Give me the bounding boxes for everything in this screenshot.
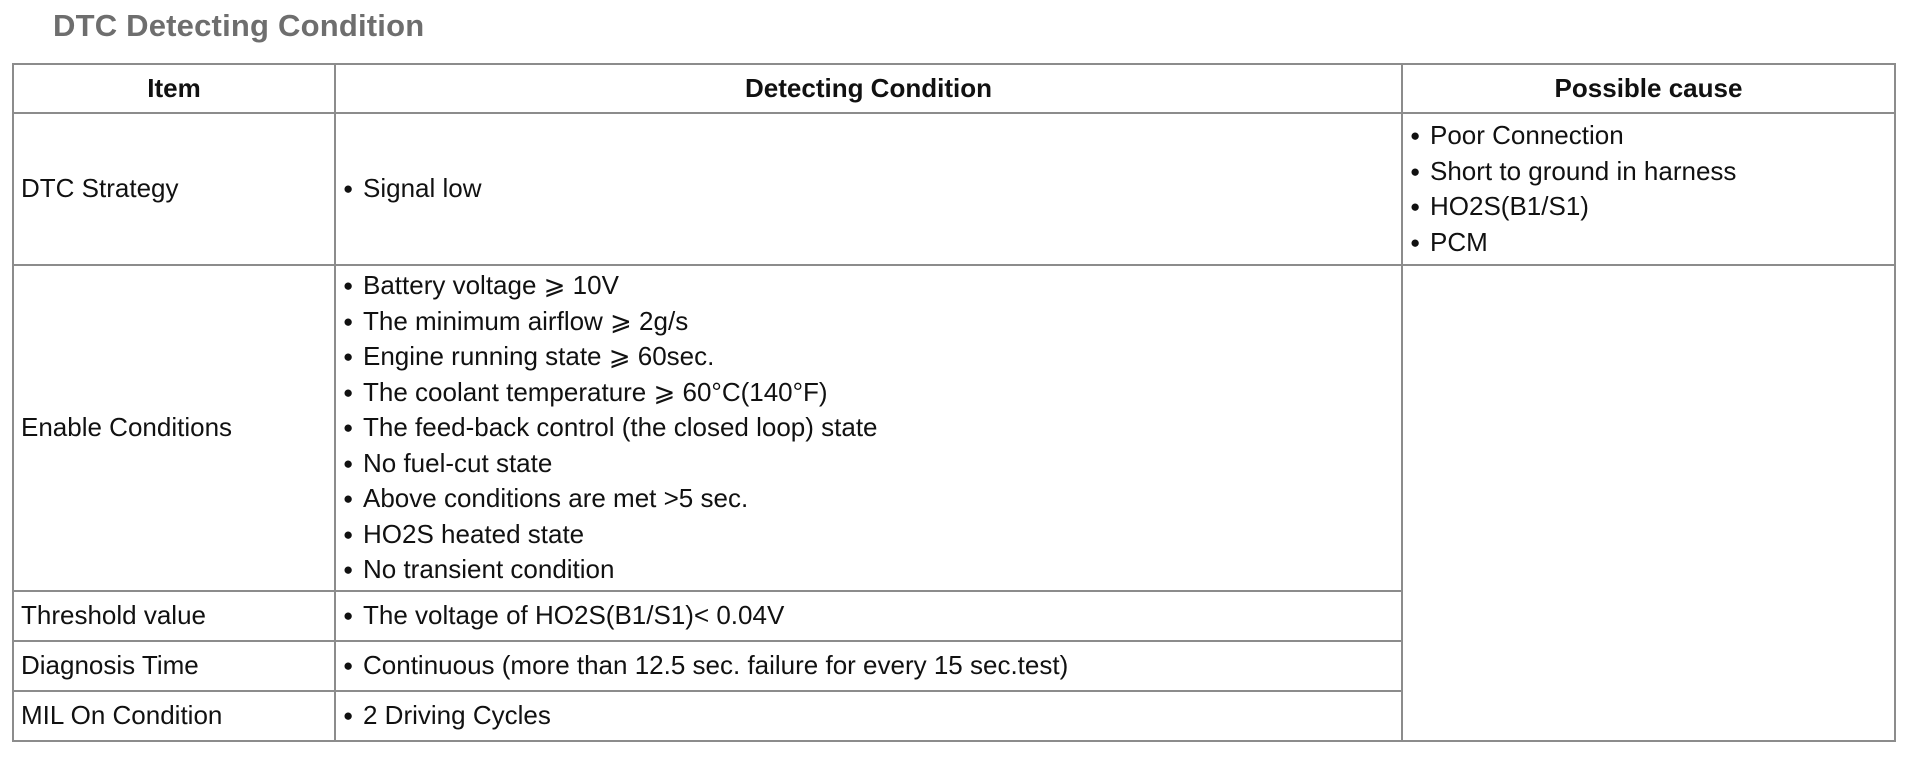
column-header-condition: Detecting Condition bbox=[335, 64, 1402, 113]
item-cell-diagnosis-time: Diagnosis Time bbox=[13, 641, 335, 691]
cause-cell bbox=[1402, 113, 1895, 265]
condition-item: ● HO2S heated state bbox=[343, 517, 1394, 553]
item-cell-threshold-value: Threshold value bbox=[13, 591, 335, 641]
condition-item: ● Signal low bbox=[343, 171, 1394, 207]
condition-list bbox=[343, 598, 1394, 634]
condition-item: ● The feed-back control (the closed loop) state bbox=[343, 410, 1394, 446]
cause-item: ● PCM bbox=[1410, 225, 1887, 261]
condition-item: ● Engine running state ⩾ 60sec. bbox=[343, 339, 1394, 375]
cause-list bbox=[1410, 118, 1887, 260]
condition-list bbox=[343, 268, 1394, 588]
condition-item: ● 2 Driving Cycles bbox=[343, 698, 1394, 734]
item-cell-dtc-strategy: DTC Strategy bbox=[13, 113, 335, 265]
condition-cell-threshold-value bbox=[335, 591, 1402, 641]
condition-item: ● Battery voltage ⩾ 10V bbox=[343, 268, 1394, 304]
condition-item: ● Above conditions are met >5 sec. bbox=[343, 481, 1394, 517]
page-title: DTC Detecting Condition bbox=[53, 8, 425, 43]
condition-item: ● The voltage of HO2S(B1/S1)< 0.04V bbox=[343, 598, 1394, 634]
table-header-row bbox=[13, 64, 1895, 113]
dtc-table bbox=[12, 63, 1896, 742]
table-row-enable-conditions bbox=[13, 265, 1895, 591]
column-header-item: Item bbox=[13, 64, 335, 113]
item-cell-enable-conditions: Enable Conditions bbox=[13, 265, 335, 591]
cause-cell-empty bbox=[1402, 265, 1895, 741]
condition-item: ● The coolant temperature ⩾ 60°C(140°F) bbox=[343, 375, 1394, 411]
cause-item: ● HO2S(B1/S1) bbox=[1410, 189, 1887, 225]
condition-item: ● No transient condition bbox=[343, 552, 1394, 588]
condition-cell-dtc-strategy bbox=[335, 113, 1402, 265]
column-header-cause: Possible cause bbox=[1402, 64, 1895, 113]
condition-list bbox=[343, 698, 1394, 734]
condition-cell-mil-on-condition bbox=[335, 691, 1402, 741]
condition-item: ● The minimum airflow ⩾ 2g/s bbox=[343, 304, 1394, 340]
condition-item: ● No fuel-cut state bbox=[343, 446, 1394, 482]
cause-item: ● Poor Connection bbox=[1410, 118, 1887, 154]
condition-list bbox=[343, 648, 1394, 684]
condition-list bbox=[343, 171, 1394, 207]
cause-item: ● Short to ground in harness bbox=[1410, 154, 1887, 190]
table-row-dtc-strategy bbox=[13, 113, 1895, 265]
item-cell-mil-on-condition: MIL On Condition bbox=[13, 691, 335, 741]
condition-cell-diagnosis-time bbox=[335, 641, 1402, 691]
condition-item: ● Continuous (more than 12.5 sec. failure for every 15 sec.test) bbox=[343, 648, 1394, 684]
condition-cell-enable-conditions bbox=[335, 265, 1402, 591]
